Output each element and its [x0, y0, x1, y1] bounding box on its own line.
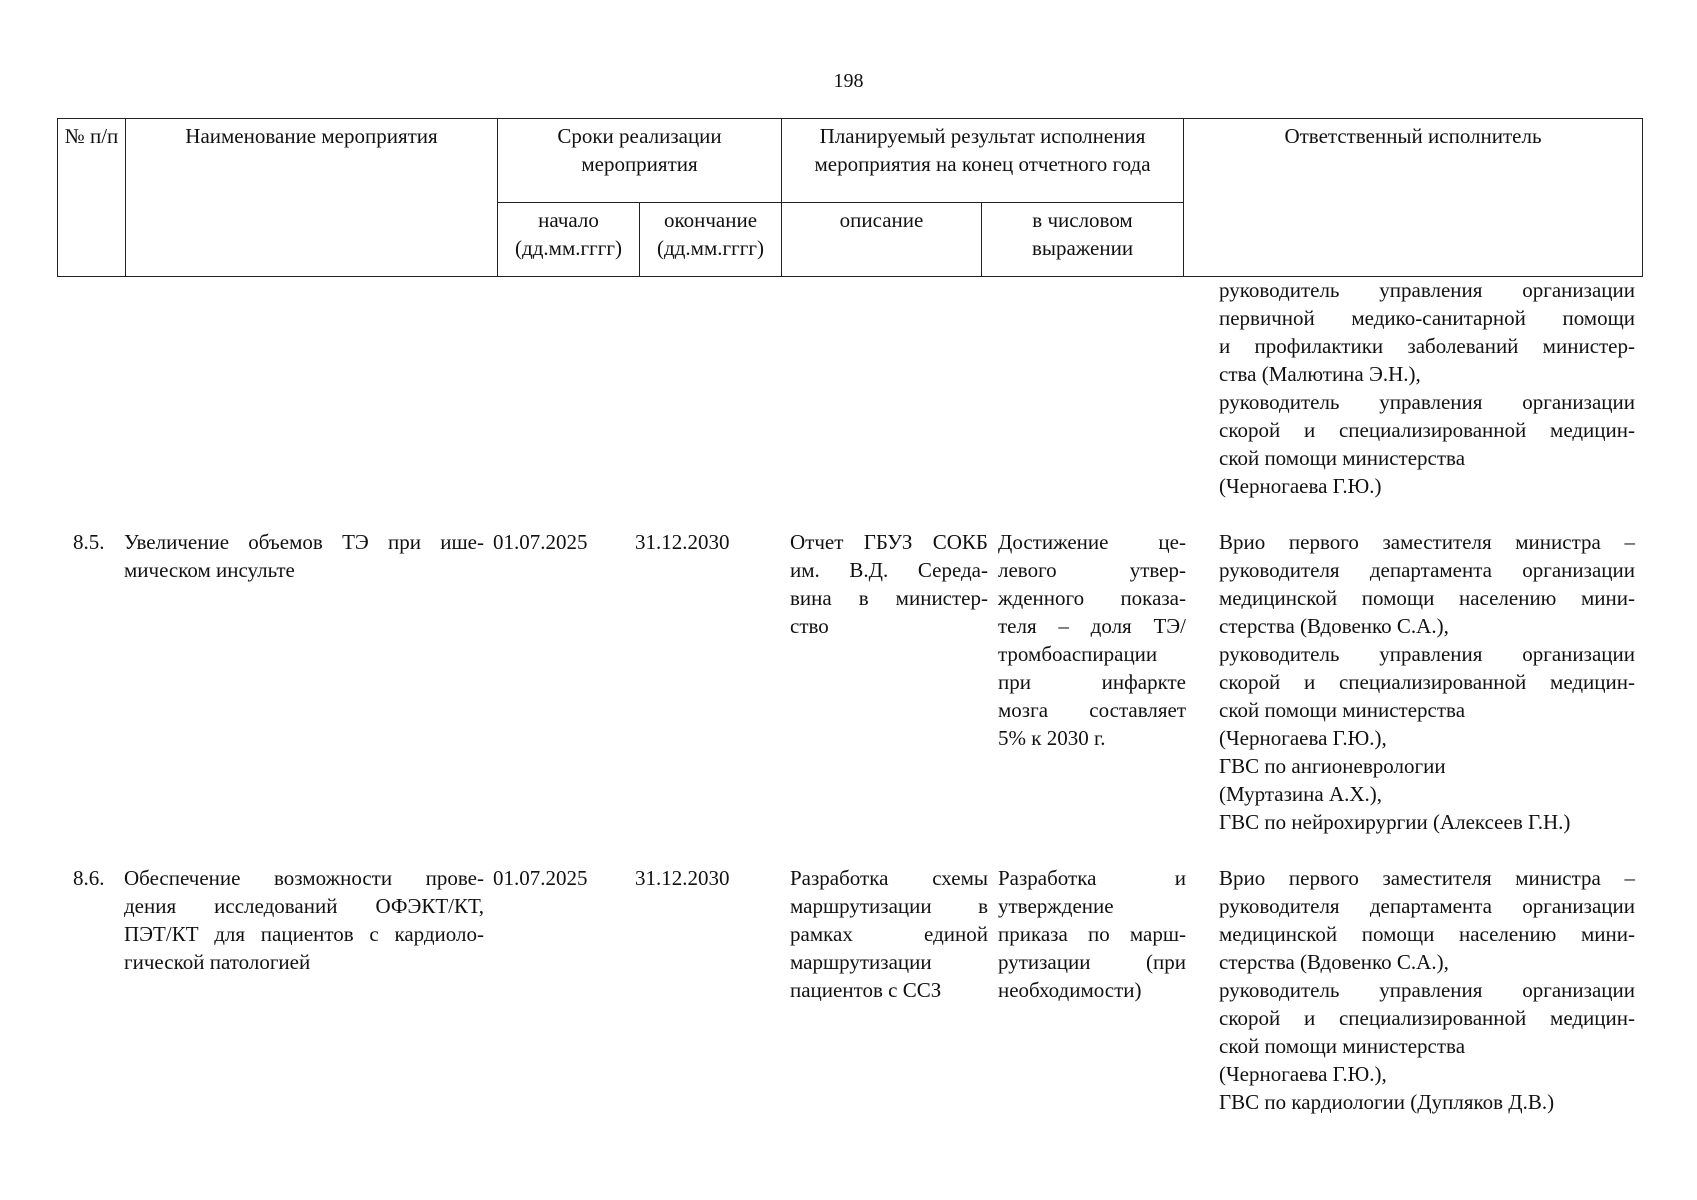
continuation-responsible: руководитель управления организации первичной медико-санитарной помощи и профилактики заболеваний министер- ства (Малютина Э.Н.), руководитель управления организации скорой и специализированной медицин- ской помощи министерства (Черногаева Г.Ю.) [1219, 278, 1635, 498]
row-number: 8.6. [73, 866, 105, 890]
row-responsible: Врио первого заместителя министра – руководителя департамента организации медицинской помощи населению мини- стерства (Вдовенко С.А.), руководитель управления организации скорой и специализированной медицин- ской помощи министерства (Черногаева Г.Ю.), ГВС по ангионеврологии (Муртазина А.Х.), ГВС по нейрохирургии (Алексеев Г.Н.) [1219, 530, 1635, 834]
row-start-date: 01.07.2025 [493, 866, 588, 890]
row-numeric-value: Достижение це- левого утвер- жденного показа- теля – доля ТЭ/ тромбоаспирации при инфаркте мозга составляет 5% к 2030 г. [998, 530, 1186, 750]
table-header [57, 118, 1643, 277]
header-col-description: описание [782, 203, 982, 277]
row-responsible: Врио первого заместителя министра – руководителя департамента организации медицинской помощи населению мини- стерства (Вдовенко С.А.), руководитель управления организации скорой и специализированной медицин- ской помощи министерства (Черногаева Г.Ю.), ГВС по кардиологии (Дупляков Д.В.) [1219, 866, 1635, 1114]
header-col-number: № п/п [58, 119, 126, 277]
page-number: 198 [833, 70, 864, 92]
row-numeric-value: Разработка и утверждение приказа по марш- рутизации (при необходимости) [998, 866, 1186, 1002]
row-end-date: 31.12.2030 [635, 866, 730, 890]
header-col-name: Наименование мероприятия [126, 119, 498, 277]
header-col-result: Планируемый результат исполнения мероприятия на конец отчетного года [782, 119, 1184, 203]
header-col-terms: Сроки реализации мероприятия [498, 119, 782, 203]
row-end-date: 31.12.2030 [635, 530, 730, 554]
row-description: Разработка схемы маршрутизации в рамках единой маршрутизации пациентов с ССЗ [790, 866, 988, 1002]
row-name: Увеличение объемов ТЭ при ише- мическом инсульте [124, 530, 484, 582]
header-col-numeric: в числовом выражении [982, 203, 1184, 277]
row-name: Обеспечение возможности прове- дения исследований ОФЭКТ/КТ, ПЭТ/КТ для пациентов с кардиоло- гической патологией [124, 866, 484, 974]
row-start-date: 01.07.2025 [493, 530, 588, 554]
row-description: Отчет ГБУЗ СОКБ им. В.Д. Середа- вина в министер- ство [790, 530, 988, 638]
header-col-responsible: Ответственный исполнитель [1184, 119, 1643, 277]
header-col-start: начало (дд.мм.гггг) [498, 203, 640, 277]
row-number: 8.5. [73, 530, 105, 554]
header-col-end: окончание (дд.мм.гггг) [640, 203, 782, 277]
